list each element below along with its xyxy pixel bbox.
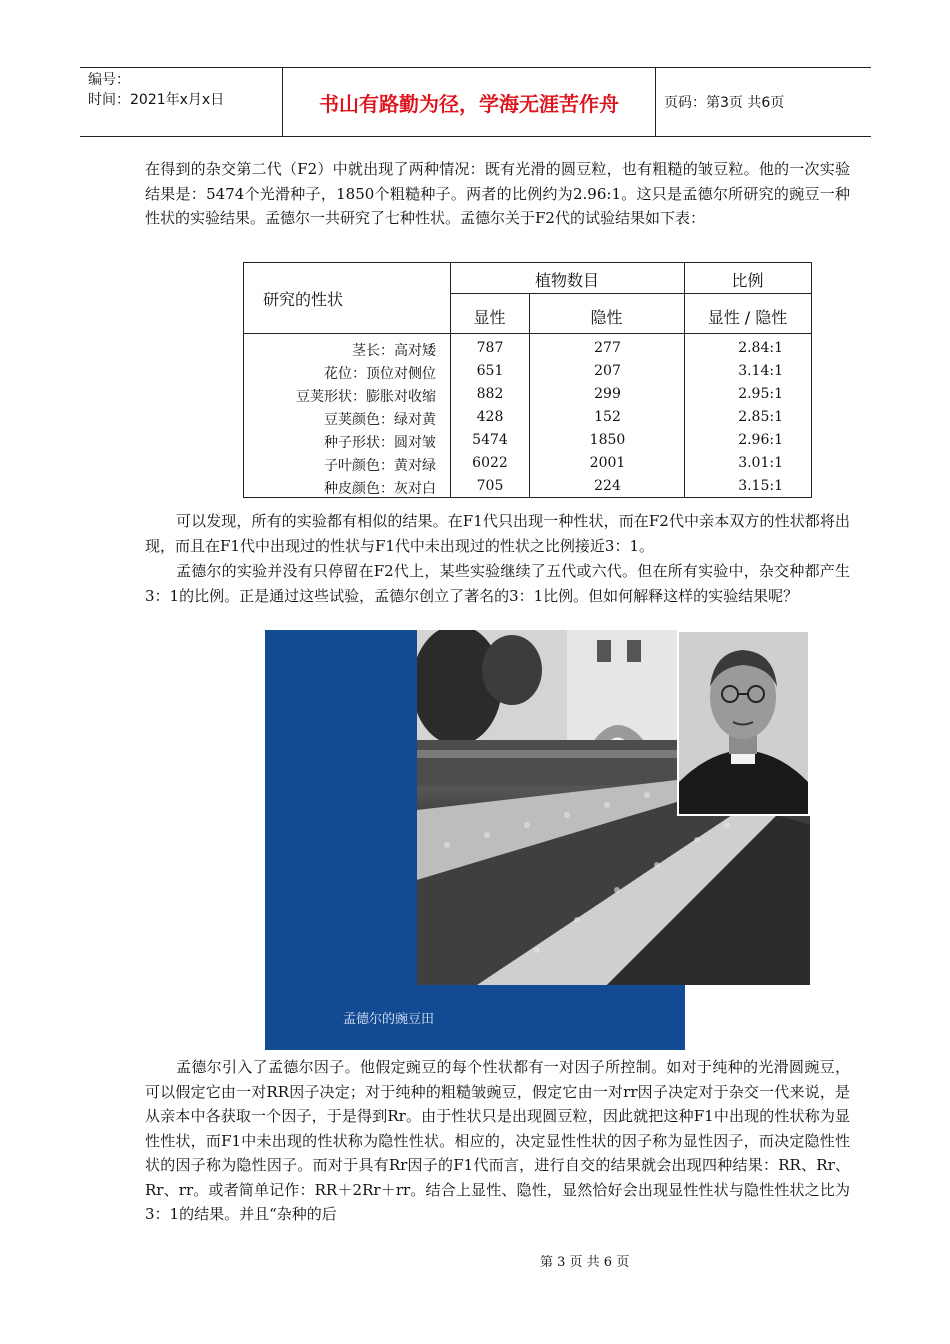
dominant-cell: 428 — [476, 409, 504, 425]
table-row — [244, 337, 811, 360]
page-header — [80, 67, 871, 137]
date-label: 时间：2021年x月x日 — [88, 92, 225, 108]
trait-cell: 花位：顶位对侧位 — [324, 366, 436, 382]
paragraph-f2-intro: 在得到的杂交第二代（F2）中就出现了两种情况：既有光滑的圆豆粒，也有粗糙的皱豆粒。他的一次实验结果是：5474个光滑种子，1850个粗糙种子。两者的比例约为2.96:1。这只是孟德尔所研究的豌豆一种性状的实验结果。孟德尔一共研究了七种性状。孟德尔关于F2代的试验结果如下表： — [145, 160, 850, 227]
table-row — [244, 383, 811, 406]
footer-page-number: 第 3 页 共 6 页 — [540, 1255, 630, 1270]
header-recessive: 隐性 — [590, 308, 623, 327]
recessive-cell: 299 — [594, 386, 621, 402]
recessive-cell: 1850 — [589, 432, 626, 448]
paragraph-mendel-factor: 孟德尔引入了孟德尔因子。他假定豌豆的每个性状都有一对因子所控制。如对于纯种的光滑圆豌豆，可以假定它由一对RR因子决定；对于纯种的粗糙皱豌豆，假定它由一对rr因子决定对于杂交一代来说，是从亲本中各获取一个因子，于是得到Rr。由于性状只是出现圆豆粒，因此就把这种F1中出现的性状称为显性性状，而F1中未出现的性状称为隐性性状。相应的，决定显性性状的因子称为显性因子，而决定隐性性状的因子称为隐性因子。而对于具有Rr因子的F1代而言，进行自交的结果就会出现四种结果：RR、Rr、Rr、rr。或者简单记作：RR＋2Rr＋rr。结合上显性、隐性，显然恰好会出现显性性状与隐性性状之比为3：1的结果。并且“杂种的后 — [145, 1058, 850, 1223]
mendel-portrait — [677, 630, 810, 816]
motto: 书山有路勤为径，学海无涯苦作舟 — [283, 68, 656, 136]
table-row — [244, 360, 811, 383]
trait-cell: 种子形状：圆对皱 — [324, 435, 436, 451]
f2-results-table — [243, 262, 812, 498]
dominant-cell: 882 — [476, 386, 504, 402]
trait-cell: 茎长：高对矮 — [352, 343, 436, 359]
trait-cell: 豆荚颜色：绿对黄 — [324, 412, 436, 428]
header-plants: 植物数目 — [534, 271, 599, 290]
table-row — [244, 406, 811, 429]
dominant-cell: 787 — [476, 340, 504, 356]
ratio-cell: 2.95:1 — [738, 386, 783, 402]
header-ratio: 比例 — [731, 271, 764, 290]
recessive-cell: 152 — [594, 409, 621, 425]
table-divider — [244, 333, 811, 334]
number-label: 编号： — [88, 72, 130, 88]
ratio-cell: 3.15:1 — [738, 478, 783, 494]
table-divider — [450, 293, 811, 294]
ratio-cell: 2.84:1 — [738, 340, 783, 356]
header-trait: 研究的性状 — [262, 290, 343, 309]
header-left-cell — [80, 68, 283, 136]
recessive-cell: 207 — [594, 363, 621, 379]
portrait-illustration — [679, 632, 808, 814]
ratio-cell: 2.96:1 — [738, 432, 783, 448]
trait-cell: 种皮颜色：灰对白 — [324, 481, 436, 497]
recessive-cell: 224 — [594, 478, 621, 494]
table-row — [244, 475, 811, 498]
ratio-cell: 3.14:1 — [738, 363, 783, 379]
table-row — [244, 452, 811, 475]
trait-cell: 子叶颜色：黄对绿 — [324, 458, 436, 474]
dominant-cell: 705 — [476, 478, 504, 494]
page-number-label: 页码：第3页 共6页 — [664, 95, 785, 111]
header-ratio-sub: 显性 / 隐性 — [707, 308, 788, 327]
ratio-cell: 3.01:1 — [738, 455, 783, 471]
dominant-cell: 6022 — [472, 455, 508, 471]
paragraph-ratio: 孟德尔的实验并没有只停留在F2代上，某些实验继续了五代或六代。但在所有实验中，杂交种都产生3：1的比例。正是通过这些试验，孟德尔创立了著名的3：1比例。但如何解释这样的实验结果呢？ — [145, 562, 850, 605]
mendel-figure — [265, 630, 810, 1050]
paragraph-observation: 可以发现，所有的实验都有相似的结果。在F1代只出现一种性状，而在F2代中亲本双方的性状都将出现，而且在F1代中出现过的性状与F1代中未出现过的性状之比例接近3：1。 — [145, 512, 850, 555]
table-row — [244, 429, 811, 452]
ratio-cell: 2.85:1 — [738, 409, 783, 425]
trait-cell: 豆荚形状：膨胀对收缩 — [296, 389, 436, 405]
recessive-cell: 2001 — [589, 455, 626, 471]
dominant-cell: 651 — [476, 363, 504, 379]
header-dominant: 显性 — [473, 308, 506, 327]
recessive-cell: 277 — [594, 340, 621, 356]
figure-caption: 孟德尔的豌豆田 — [343, 1012, 435, 1027]
dominant-cell: 5474 — [472, 432, 508, 448]
